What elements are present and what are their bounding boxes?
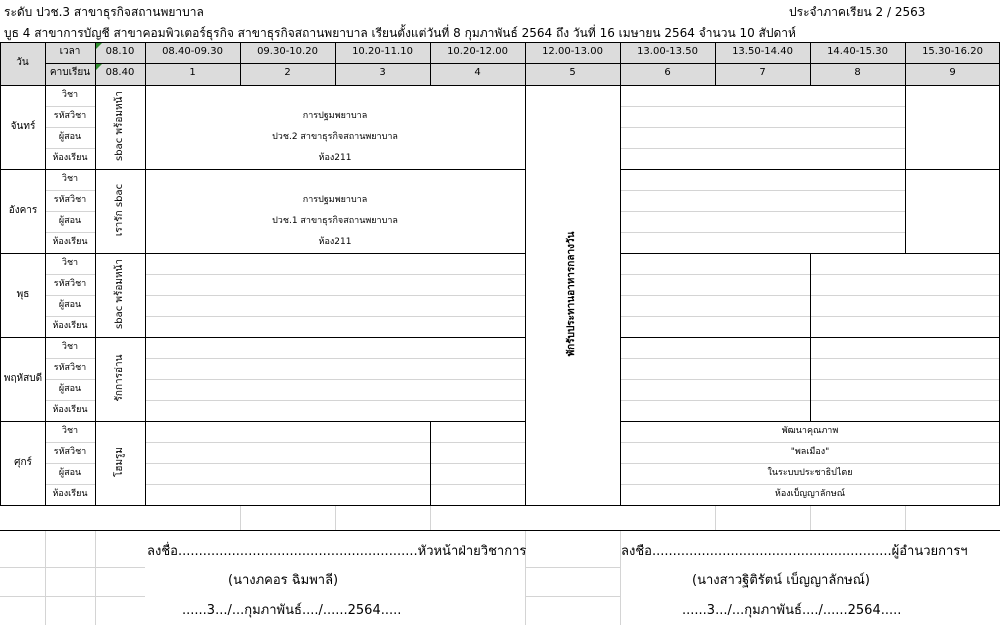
time-slot: 13.50-14.40: [732, 46, 793, 57]
grid-line: [715, 505, 716, 530]
period-number: 8: [854, 67, 861, 78]
grid-line: [335, 505, 336, 530]
grid-line: [620, 106, 905, 107]
grid-line: [145, 379, 525, 380]
row-label-teacher: ผู้สอน: [58, 216, 82, 226]
grid-line: [0, 337, 525, 338]
grid-line: [0, 42, 1000, 43]
grid-line: [0, 85, 1000, 86]
grid-line: [905, 85, 906, 253]
grid-line: [145, 400, 525, 401]
row-label-code: รหัสวิชา: [53, 363, 87, 373]
grid-line: [45, 211, 95, 212]
period-number: 1: [189, 67, 196, 78]
grid-line: [45, 274, 95, 275]
time-slot: 09.30-10.20: [257, 46, 318, 57]
grid-line: [45, 106, 95, 107]
grid-line: [525, 85, 526, 505]
grid-line: [145, 274, 525, 275]
row-label-teacher: ผู้สอน: [58, 384, 82, 394]
wednesday-activity: sbac พร้อมหน้า: [114, 259, 125, 329]
period-number: 4: [474, 67, 481, 78]
row-label-code: รหัสวิชา: [53, 279, 87, 289]
grid-line: [620, 190, 905, 191]
cell-marker: [96, 43, 102, 49]
friday-activity-room: ห้องเบ็ญญาลักษณ์: [774, 489, 846, 499]
grid-line: [430, 421, 431, 505]
row-label-room: ห้องเรียน: [52, 489, 88, 499]
grid-line: [0, 253, 525, 254]
grid-line: [0, 567, 145, 568]
grid-line: [45, 63, 1000, 64]
row-label-subject: วิชา: [61, 90, 79, 100]
grid-line: [145, 316, 525, 317]
friday-activity-detail: ในระบบประชาธิปไตย: [767, 468, 853, 478]
thursday-activity: รักการอ่าน: [114, 354, 125, 402]
grid-line: [810, 253, 811, 421]
row-label-teacher: ผู้สอน: [58, 132, 82, 142]
grid-line: [45, 316, 95, 317]
grid-line: [0, 421, 525, 422]
grid-line: [810, 505, 811, 530]
grid-line: [45, 379, 95, 380]
row-label-code: รหัสวิชา: [53, 111, 87, 121]
row-label-subject: วิชา: [61, 426, 79, 436]
grid-line: [620, 211, 905, 212]
friday-activity: โฮมรูม: [114, 446, 125, 478]
row-label-teacher: ผู้สอน: [58, 300, 82, 310]
period-number: 5: [569, 67, 576, 78]
grid-line: [145, 85, 146, 505]
grid-line: [620, 85, 621, 505]
grid-line: [45, 463, 95, 464]
grid-line: [620, 127, 905, 128]
tuesday-class: ปวช.1 สาขาธุรกิจสถานพยาบาล: [272, 216, 398, 226]
grid-line: [620, 442, 1000, 443]
row-label-subject: วิชา: [61, 174, 79, 184]
period-number: 2: [284, 67, 291, 78]
grid-line: [45, 190, 95, 191]
director-signature-line: ลงชื่อ..........................................................ผู้อำนวยการฯ: [621, 544, 968, 559]
academic-head-name: (นางภคอร ฉิมพาลี): [228, 573, 339, 588]
start-period: 08.40: [105, 67, 135, 78]
period-number: 6: [664, 67, 671, 78]
monday-activity: sbac พร้อมหน้า: [114, 91, 125, 161]
time-slot: 13.00-13.50: [637, 46, 698, 57]
monday-subject: การปฐมพยาบาล: [302, 111, 368, 121]
row-label-teacher: ผู้สอน: [58, 468, 82, 478]
day-wednesday: พุธ: [16, 289, 30, 300]
monday-class: ปวช.2 สาขาธุรกิจสถานพยาบาล: [272, 132, 398, 142]
time-slot: 10.20-11.10: [352, 46, 413, 57]
director-date: ......3.../...กุมภาพันธ์..../......2564.....: [682, 603, 902, 618]
row-label-code: รหัสวิชา: [53, 447, 87, 457]
grid-line: [95, 85, 96, 505]
cell-marker: [96, 64, 102, 70]
grid-line: [525, 596, 620, 597]
row-label-subject: วิชา: [61, 258, 79, 268]
grid-line: [0, 530, 1000, 531]
period-number: 9: [949, 67, 956, 78]
grid-line: [145, 442, 525, 443]
grid-line: [240, 505, 241, 530]
academic-head-date: ......3.../...กุมภาพันธ์..../......2564.....: [182, 603, 402, 618]
period-number: 3: [379, 67, 386, 78]
day-tuesday: อังคาร: [8, 205, 38, 216]
academic-head-signature-line: ลงชื่อ..........................................................หัวหน้าฝ่ายวิชาการ: [147, 544, 527, 559]
grid-line: [620, 169, 1000, 170]
program-level: ระดับ ปวช.3 สาขาธุรกิจสถานพยาบาล: [4, 5, 204, 19]
grid-line: [620, 148, 905, 149]
grid-line: [0, 169, 525, 170]
grid-line: [45, 127, 95, 128]
tuesday-room: ห้อง211: [318, 237, 352, 247]
grid-line: [45, 484, 95, 485]
time-slot: 14.40-15.30: [827, 46, 888, 57]
grid-line: [0, 42, 1, 505]
day-friday: ศุกร์: [14, 457, 32, 468]
grid-line: [45, 232, 95, 233]
row-label-room: ห้องเรียน: [52, 153, 88, 163]
tuesday-subject: การปฐมพยาบาล: [302, 195, 368, 205]
grid-line: [0, 505, 1000, 506]
grid-line: [525, 567, 620, 568]
grid-line: [95, 530, 96, 625]
day-thursday: พฤหัสบดี: [3, 373, 43, 384]
grid-line: [45, 295, 95, 296]
grid-line: [145, 484, 525, 485]
grid-line: [0, 596, 145, 597]
row-label-code: รหัสวิชา: [53, 195, 87, 205]
row-label-room: ห้องเรียน: [52, 405, 88, 415]
grid-line: [145, 358, 525, 359]
start-time: 08.10: [105, 46, 135, 57]
period-number: 7: [759, 67, 766, 78]
grid-line: [430, 505, 431, 530]
grid-line: [620, 463, 1000, 464]
grid-line: [45, 530, 46, 625]
day-monday: จันทร์: [10, 121, 36, 132]
period-label: คาบเรียน: [49, 67, 91, 78]
day-column-header: วัน: [16, 57, 29, 68]
time-slot: 10.20-12.00: [447, 46, 508, 57]
monday-room: ห้อง211: [318, 153, 352, 163]
grid-line: [45, 148, 95, 149]
director-name: (นางสาวฐิติรัตน์ เบ็ญญาลักษณ์): [692, 573, 870, 588]
grid-line: [905, 505, 906, 530]
time-slot: 12.00-13.00: [542, 46, 603, 57]
friday-activity-subtitle: "พลเมือง": [790, 447, 830, 457]
grid-line: [45, 358, 95, 359]
time-label: เวลา: [59, 46, 81, 57]
row-label-room: ห้องเรียน: [52, 237, 88, 247]
grid-line: [45, 400, 95, 401]
lunch-break: พักรับประทานอาหารกลางวัน: [566, 231, 577, 357]
grid-line: [45, 442, 95, 443]
grid-line: [620, 484, 1000, 485]
tuesday-activity: เรารัก sbac: [114, 183, 125, 237]
grid-line: [145, 295, 525, 296]
schedule-details: บูธ 4 สาขาการบัญชี สาขาคอมพิวเตอร์ธุรกิจ สาขาธุรกิจสถานพยาบาล เรียนตั้งแต่วันที่ 8 กุมภาพันธ์ 2564 ถึง วันที่ 16 เมษายน 2564 จำนวน 10 สัปดาห์: [4, 26, 796, 40]
time-slot: 15.30-16.20: [922, 46, 983, 57]
grid-line: [145, 463, 525, 464]
row-label-subject: วิชา: [61, 342, 79, 352]
row-label-room: ห้องเรียน: [52, 321, 88, 331]
friday-activity-title: พัฒนาคุณภาพ: [781, 426, 839, 436]
grid-line: [620, 232, 905, 233]
grid-line: [620, 421, 1000, 422]
time-slot: 08.40-09.30: [162, 46, 223, 57]
semester: ประจำภาคเรียน 2 / 2563: [789, 5, 926, 19]
